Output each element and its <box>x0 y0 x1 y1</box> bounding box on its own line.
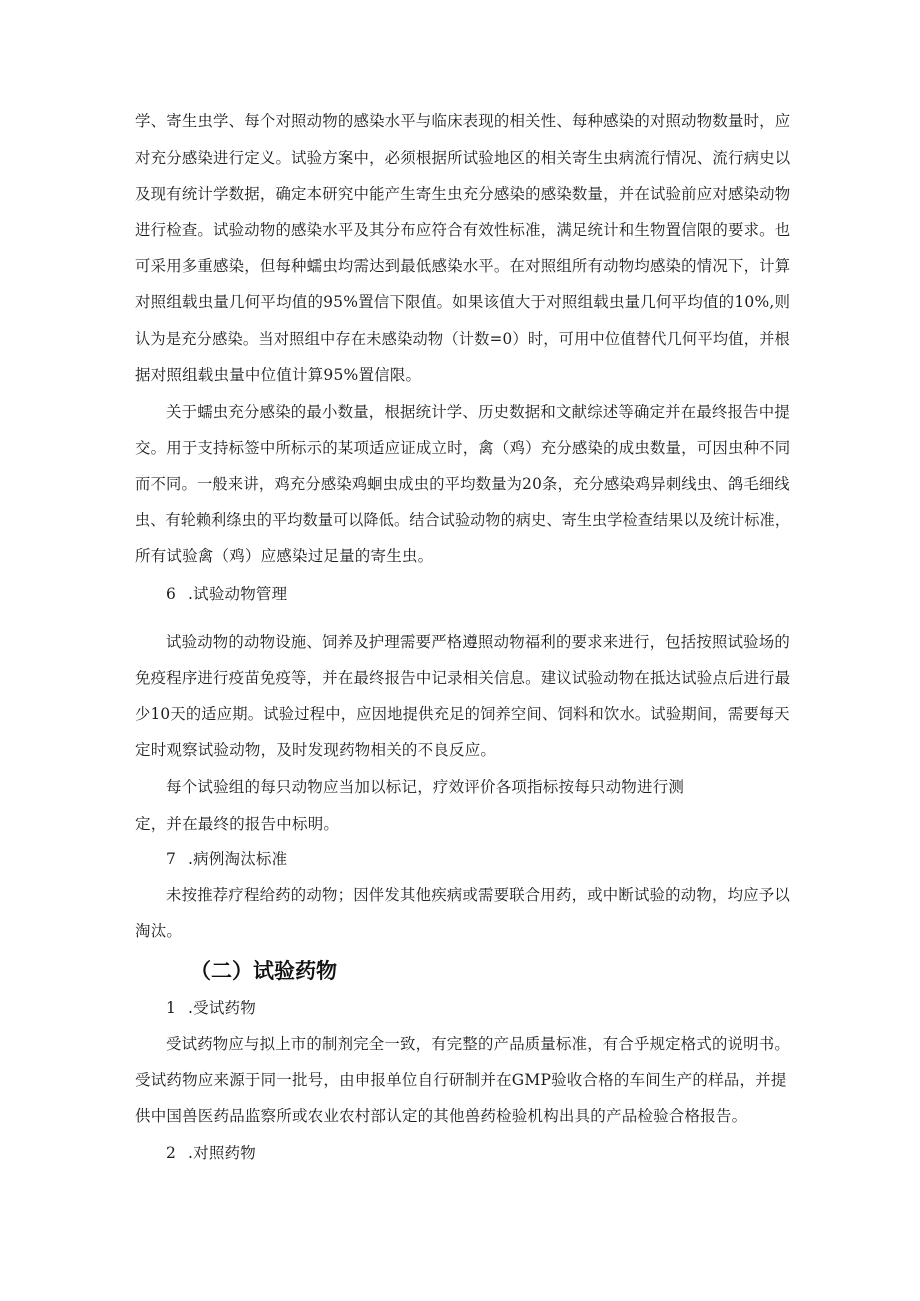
para1-line-7: 认为是充分感染。当对照组中存在未感染动物（计数=0）时，可用中位值替代几何平均值，并根 <box>135 330 790 348</box>
para2-line-5: 所有试验禽（鸡）应感染过足量的寄生虫。 <box>135 547 434 565</box>
sub2-number: 2 <box>166 1144 177 1162</box>
sub1-line-1: 受试药物应与拟上市的制剂完全一致，有完整的产品质量标准，有合乎规定格式的说明书。 <box>166 1035 790 1053</box>
sub2-heading <box>166 1143 256 1163</box>
section7-number: 7 <box>166 850 177 868</box>
para2-line-2: 交。用于支持标签中所标示的某项适应证成立时，禽（鸡）充分感染的成虫数量，可因虫种不同 <box>135 439 791 457</box>
section7-line-2: 淘汰。 <box>135 922 183 940</box>
sub1-title: .受试药物 <box>188 999 256 1017</box>
para2-line-3: 而不同。一般来讲，鸡充分感染鸡蛔虫成虫的平均数量为20条，充分感染鸡异刺线虫、鸽毛细线 <box>135 475 790 493</box>
sub1-line-2: 受试药物应来源于同一批号，由申报单位自行研制并在GMP验收合格的车间生产的样品，并提 <box>135 1071 787 1089</box>
section7-line-1: 未按推荐疗程给药的动物；因伴发其他疾病或需要联合用药，或中断试验的动物，均应予以 <box>166 886 790 904</box>
para2-line-4: 虫、有轮赖利绦虫的平均数量可以降低。结合试验动物的病史、寄生虫学检查结果以及统计标准， <box>135 511 791 529</box>
para1-line-8: 据对照组载虫量中位值计算95%置信限。 <box>135 366 422 384</box>
section6-heading <box>166 584 287 604</box>
section6-title: .试验动物管理 <box>188 585 288 603</box>
sub1-number: 1 <box>166 999 177 1017</box>
para1-line-1: 学、寄生虫学、每个对照动物的感染水平与临床表现的相关性、每种感染的对照动物数量时，应 <box>135 112 791 130</box>
para1-line-5: 可采用多重感染，但每种蠕虫均需达到最低感染水平。在对照组所有动物均感染的情况下，计算 <box>135 257 791 275</box>
para1-line-2: 对充分感染进行定义。试验方案中，必须根据所试验地区的相关寄生虫病流行情况、流行病史以 <box>135 149 791 167</box>
para1-line-4: 进行检查。试验动物的感染水平及其分布应符合有效性标准，满足统计和生物置信限的要求。也 <box>135 221 791 239</box>
section6-extra-line-1: 每个试验组的每只动物应当加以标记，疗效评价各项指标按每只动物进行测 <box>166 778 685 796</box>
section6-number: 6 <box>166 585 177 603</box>
section7-title: .病例淘汰标准 <box>188 850 288 868</box>
para2-line-1: 关于蠕虫充分感染的最小数量，根据统计学、历史数据和文献综述等确定并在最终报告中提 <box>166 403 790 421</box>
sub2-title: .对照药物 <box>188 1144 256 1162</box>
para1-line-3: 及现有统计学数据，确定本研究中能产生寄生虫充分感染的感染数量，并在试验前应对感染动物 <box>135 185 791 203</box>
section6-extra-line-2: 定，并在最终的报告中标明。 <box>135 815 340 833</box>
section6-line-4: 定时观察试验动物，及时发现药物相关的不良反应。 <box>135 741 497 759</box>
section7-heading <box>166 849 287 869</box>
section6-line-2: 免疫程序进行疫苗免疫等，并在最终报告中记录相关信息。建议试验动物在抵达试验点后进行最 <box>135 669 791 687</box>
para1-line-6: 对照组载虫量几何平均值的95%置信下限值。如果该值大于对照组载虫量几何平均值的10%,则 <box>135 293 791 311</box>
sub1-heading <box>166 998 256 1018</box>
section6-line-1: 试验动物的动物设施、饲养及护理需要严格遵照动物福利的要求来进行，包括按照试验场的 <box>166 633 790 651</box>
section6-line-3: 少10天的适应期。试验过程中，应因地提供充足的饲养空间、饲料和饮水。试验期间，需要每天 <box>135 705 790 723</box>
section-heading-test-drugs: （二）试验药物 <box>190 959 337 983</box>
sub1-line-3: 供中国兽医药品监察所或农业农村部认定的其他兽药检验机构出具的产品检验合格报告。 <box>135 1107 748 1125</box>
